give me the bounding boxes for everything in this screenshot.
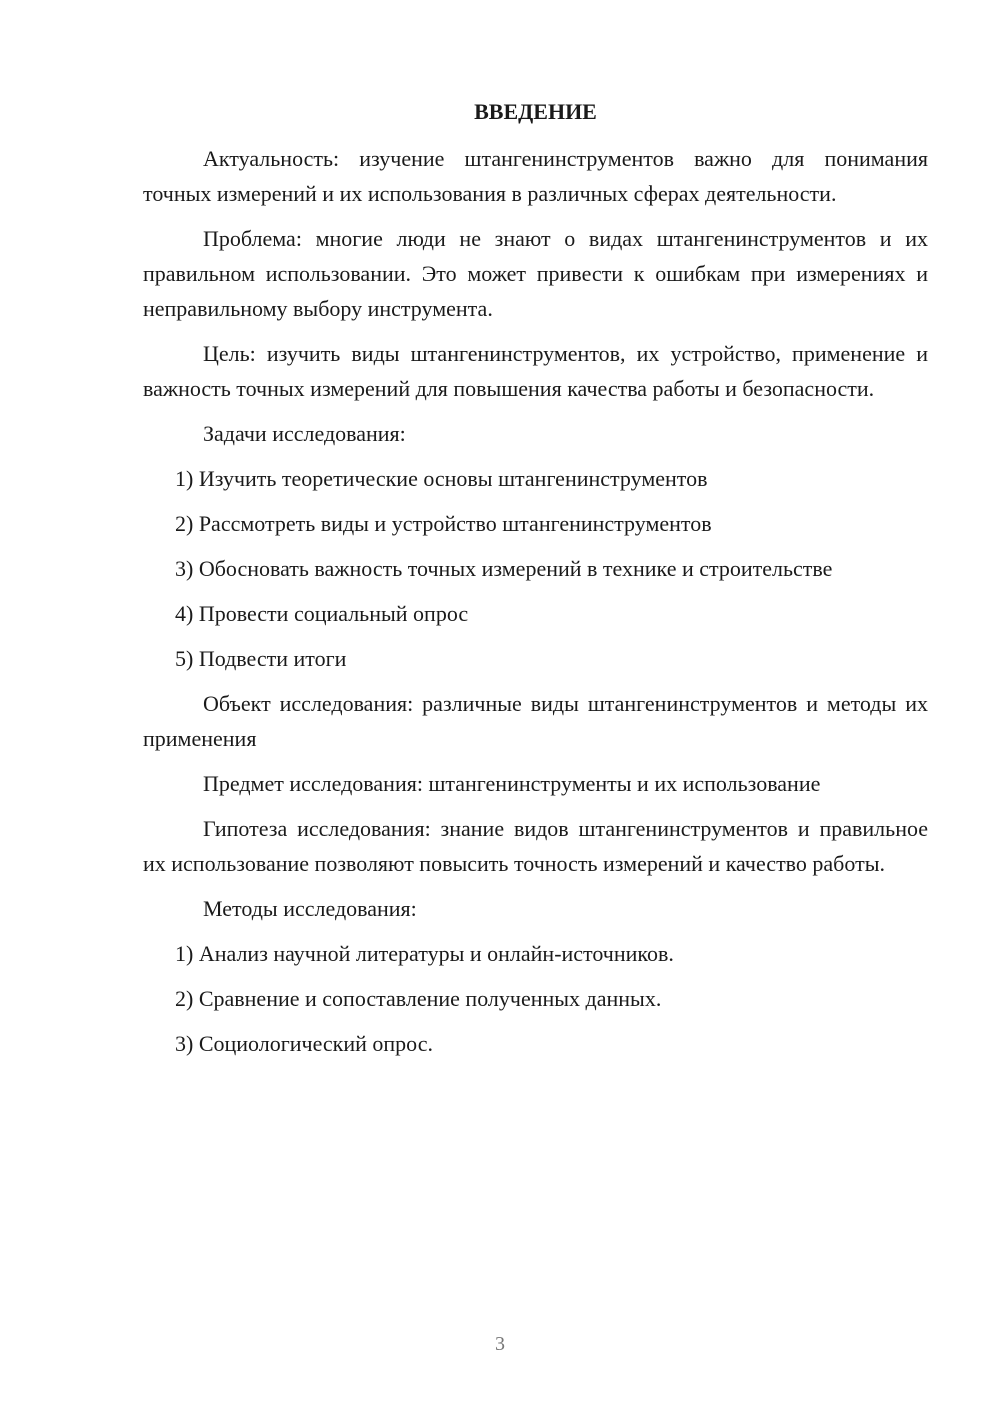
page-number: 3 <box>495 1333 505 1355</box>
list-item: 1) Анализ научной литературы и онлайн-источников. <box>175 941 674 966</box>
methods-label: Методы исследования: <box>203 896 417 921</box>
list-item: 1) Изучить теоретические основы штангенинструментов <box>175 466 708 491</box>
hypothesis-paragraph: Гипотеза исследования: знание видов штангенинструментов и правильное их использование позволяют повысить точность измерений и качество работы. <box>143 816 928 876</box>
methods-list <box>143 936 928 1061</box>
goal-paragraph: Цель: изучить виды штангенинструментов, их устройство, применение и важность точных измерений для повышения качества работы и безопасности. <box>143 341 928 401</box>
tasks-label: Задачи исследования: <box>203 421 406 446</box>
list-item: 2) Рассмотреть виды и устройство штангенинструментов <box>175 511 712 536</box>
list-item: 4) Провести социальный опрос <box>175 601 469 626</box>
subject-paragraph: Предмет исследования: штангенинструменты и их использование <box>203 771 821 796</box>
document-body <box>143 94 928 1071</box>
list-item: 2) Сравнение и сопоставление полученных данных. <box>175 986 662 1011</box>
list-item: 3) Социологический опрос. <box>175 1031 433 1056</box>
tasks-list <box>143 461 928 676</box>
object-paragraph: Объект исследования: различные виды штангенинструментов и методы их применения <box>143 691 928 751</box>
section-title: ВВЕДЕНИЕ <box>474 99 597 124</box>
problem-paragraph: Проблема: многие люди не знают о видах штангенинструментов и их правильном использовании. Это может привести к ошибкам при измерениях и неправильному выбору инструмента. <box>143 226 928 321</box>
list-item: 5) Подвести итоги <box>175 646 347 671</box>
list-item: 3) Обосновать важность точных измерений в технике и строительстве <box>175 556 833 581</box>
relevance-paragraph: Актуальность: изучение штангенинструментов важно для понимания точных измерений и их использования в различных сферах деятельности. <box>143 146 928 206</box>
